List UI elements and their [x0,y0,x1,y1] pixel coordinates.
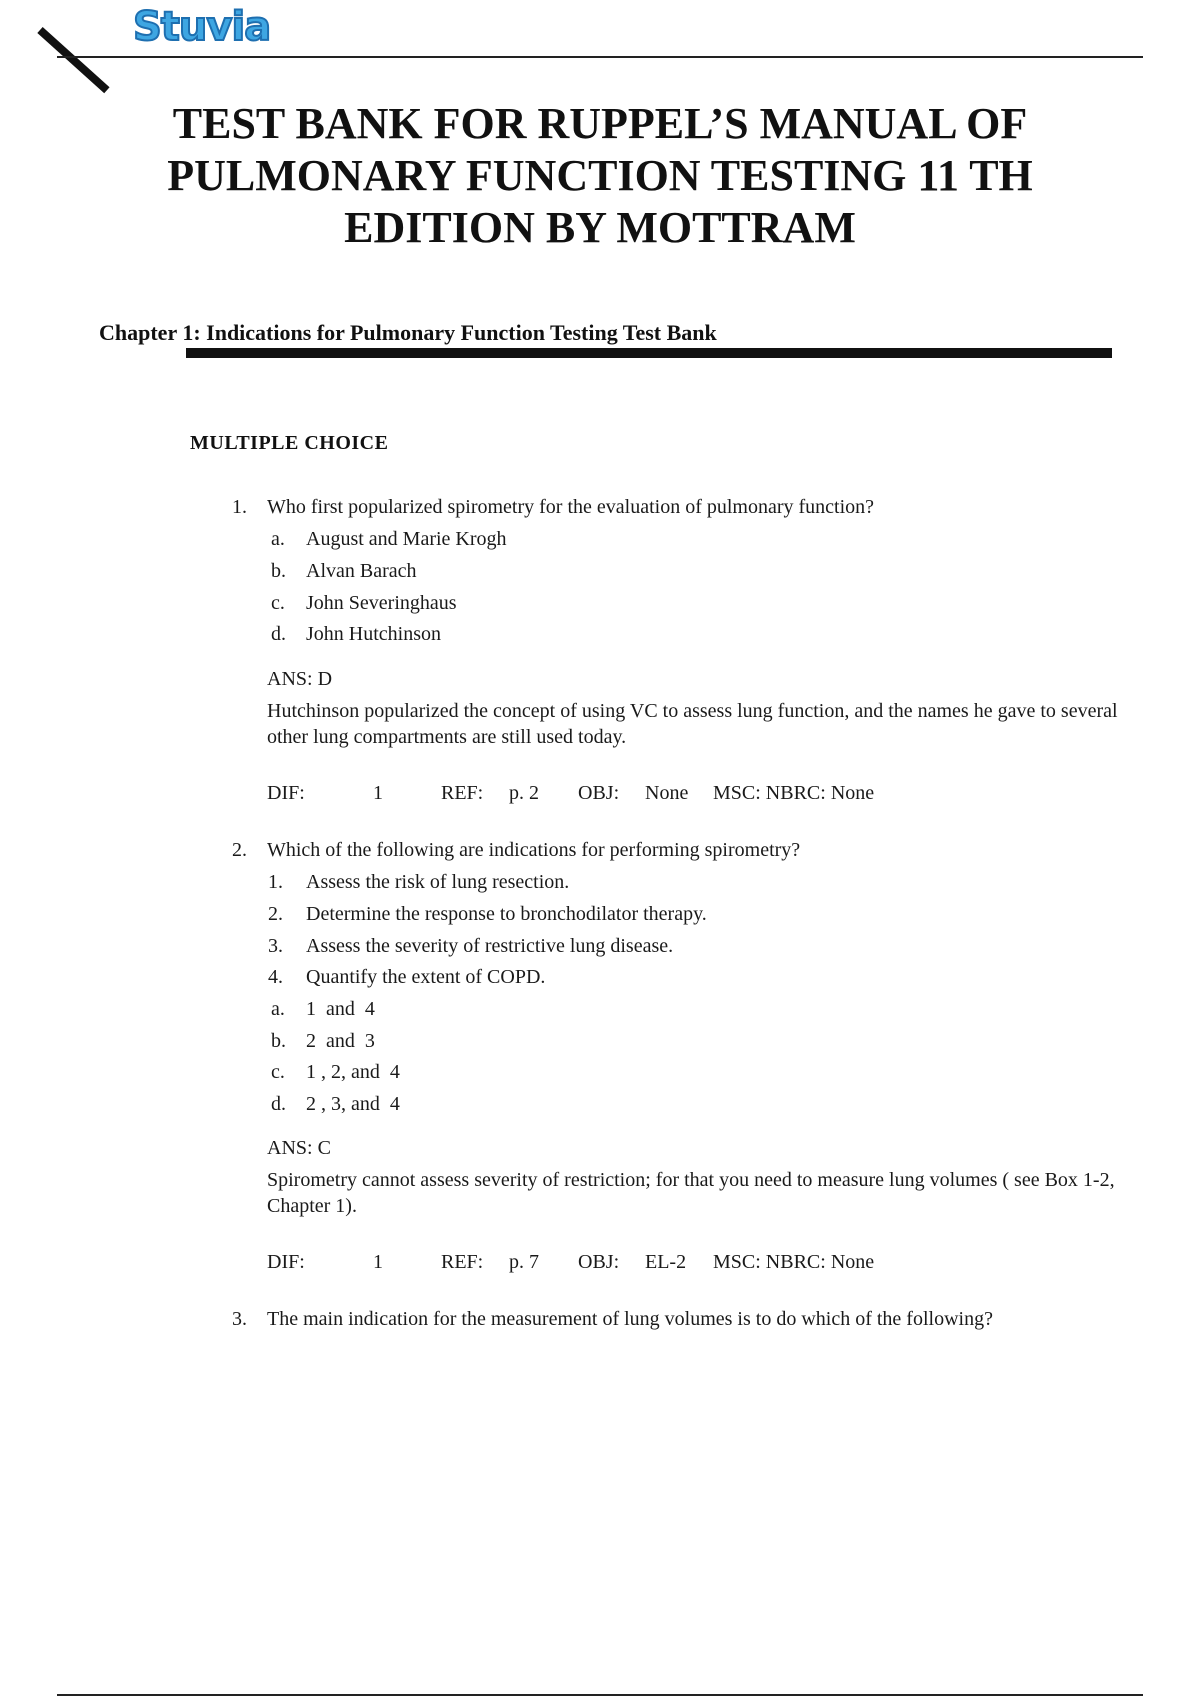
statement-text: Determine the response to bronchodilator therapy. [306,903,707,925]
dif-label: DIF: [267,1251,305,1273]
ref-label: REF: [441,1251,484,1273]
option-letter: d. [271,1093,286,1115]
title-line-1: TEST BANK FOR RUPPEL’S MANUAL OF [172,99,1028,148]
option-letter: b. [271,560,286,582]
dif-value: 1 [373,1251,383,1273]
title-line-2: PULMONARY FUNCTION TESTING 11 TH [167,151,1033,200]
question-text: The main indication for the measurement of lung volumes is to do which of the following? [267,1308,993,1330]
option-text: 1 and 4 [306,998,375,1020]
msc-value: MSC: NBRC: None [713,1251,875,1273]
option-text: 2 , 3, and 4 [306,1093,400,1115]
section-label: MULTIPLE CHOICE [190,432,389,454]
option-text: 2 and 3 [306,1030,375,1052]
obj-label: OBJ: [578,782,620,804]
answer-key: ANS: D [267,668,333,690]
rationale-text: Spirometry cannot assess severity of restriction; for that you need to measure lung volumes ( see Box 1-2, Chapter 1). [267,1169,1115,1217]
statement-text: Assess the risk of lung resection. [306,871,570,893]
option-text: August and Marie Krogh [306,528,507,550]
statement-number: 2. [268,903,283,925]
option-letter: a. [271,528,285,550]
ref-value: p. 2 [509,782,539,804]
statement-number: 3. [268,935,283,957]
corner-slash-mark [37,27,109,93]
answer-key: ANS: C [267,1137,331,1159]
question-text: Which of the following are indications for performing spirometry? [267,839,801,861]
obj-value: EL-2 [645,1251,687,1273]
msc-value: MSC: NBRC: None [713,782,875,804]
question-text: Who first popularized spirometry for the evaluation of pulmonary function? [267,496,875,518]
question-number: 1. [232,496,247,518]
option-text: John Hutchinson [306,623,441,645]
option-letter: b. [271,1030,286,1052]
question-number: 3. [232,1308,247,1330]
dif-label: DIF: [267,782,305,804]
statement-number: 4. [268,966,283,988]
option-text: 1 , 2, and 4 [306,1061,400,1083]
obj-value: None [645,782,689,804]
option-text: John Severinghaus [306,592,457,614]
option-letter: d. [271,623,286,645]
stuvia-logo: Stuvia [133,4,271,50]
rationale-text: Hutchinson popularized the concept of using VC to assess lung function, and the names he gave to several other lung compartments are still used today. [267,700,1118,748]
question-number: 2. [232,839,247,861]
statement-text: Quantify the extent of COPD. [306,966,546,988]
statement-number: 1. [268,871,283,893]
chapter-rule [186,348,1112,358]
option-letter: c. [271,592,285,614]
option-text: Alvan Barach [306,560,417,582]
option-letter: a. [271,998,285,1020]
ref-value: p. 7 [509,1251,539,1273]
obj-label: OBJ: [578,1251,620,1273]
dif-value: 1 [373,782,383,804]
ref-label: REF: [441,782,484,804]
statement-text: Assess the severity of restrictive lung disease. [306,935,674,957]
footer-rule [57,1694,1143,1696]
chapter-heading: Chapter 1: Indications for Pulmonary Function Testing Test Bank [99,320,717,345]
header-rule [57,56,1143,58]
document-title [100,98,1100,254]
title-line-3: EDITION BY MOTTRAM [344,203,856,252]
option-letter: c. [271,1061,285,1083]
